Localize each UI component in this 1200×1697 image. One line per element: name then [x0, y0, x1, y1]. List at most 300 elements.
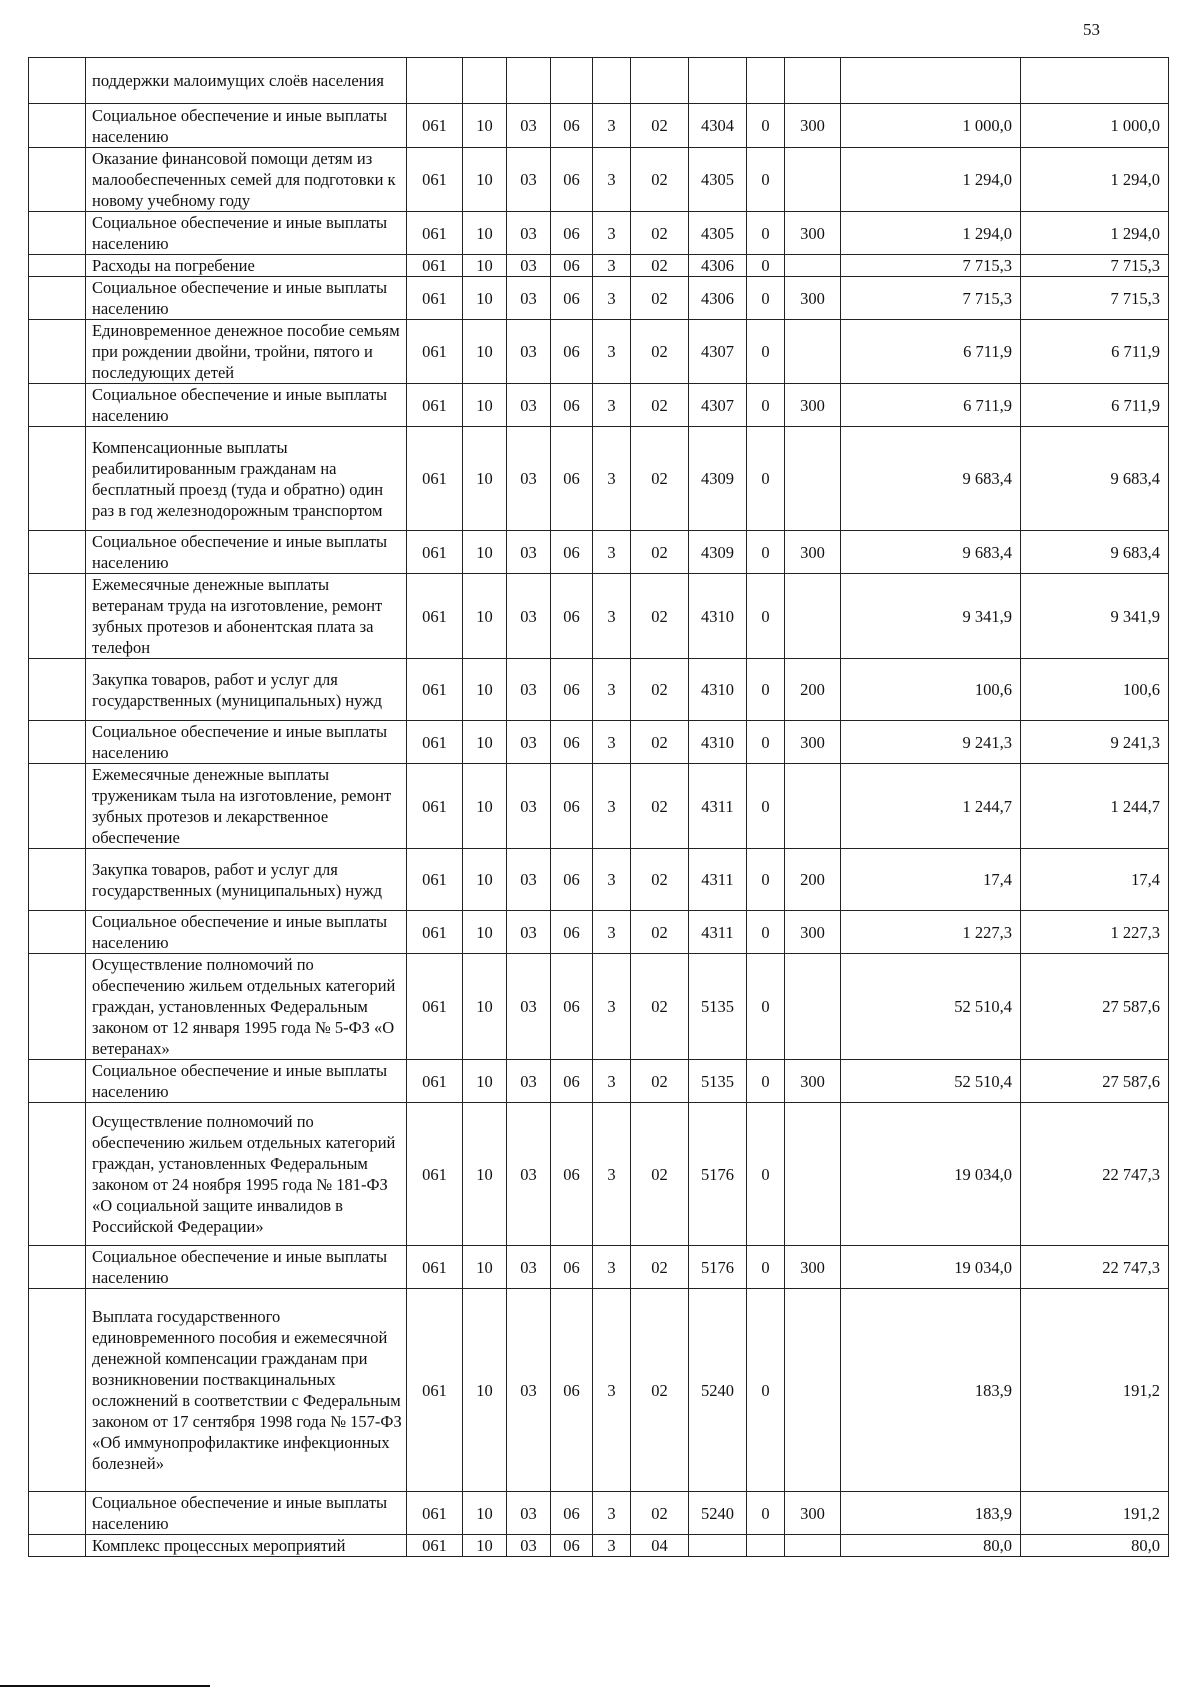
row-name-cell: Компенсационные выплаты реабилитированным гражданам на бесплатный проезд (туда и обратно) один раз в год железнодорожным транспортом: [86, 427, 407, 531]
blank-cell: [29, 1103, 86, 1246]
code-cell: 06: [551, 764, 593, 849]
blank-cell: [29, 1060, 86, 1103]
code-cell: 03: [507, 911, 551, 954]
code-cell: 0: [747, 531, 785, 574]
code-cell: 300: [785, 911, 841, 954]
amount-cell: 191,2: [1021, 1492, 1169, 1535]
row-name-cell: Закупка товаров, работ и услуг для государственных (муниципальных) нужд: [86, 659, 407, 721]
amount-cell: 9 683,4: [1021, 427, 1169, 531]
code-cell: 300: [785, 277, 841, 320]
amount-cell: 27 587,6: [1021, 1060, 1169, 1103]
amount-cell: 22 747,3: [1021, 1103, 1169, 1246]
amount-cell: 191,2: [1021, 1289, 1169, 1492]
code-cell: 02: [631, 104, 689, 148]
row-name-cell: Единовременное денежное пособие семьям при рождении двойни, тройни, пятого и последующих детей: [86, 320, 407, 384]
amount-cell: 9 683,4: [841, 531, 1021, 574]
code-cell: 06: [551, 574, 593, 659]
amount-cell: 27 587,6: [1021, 954, 1169, 1060]
table-body: [29, 58, 1169, 1557]
code-cell: 02: [631, 1103, 689, 1246]
code-cell: 06: [551, 1246, 593, 1289]
code-cell: [407, 58, 463, 104]
code-cell: 02: [631, 384, 689, 427]
amount-cell: 80,0: [841, 1535, 1021, 1557]
code-cell: [785, 764, 841, 849]
row-name-cell: Осуществление полномочий по обеспечению жильем отдельных категорий граждан, установленных Федеральным законом от 24 ноября 1995 года № 181-ФЗ «О социальной защите инвалидов в Российской Федерации»: [86, 1103, 407, 1246]
blank-cell: [29, 212, 86, 255]
blank-cell: [29, 277, 86, 320]
code-cell: [785, 954, 841, 1060]
code-cell: 0: [747, 764, 785, 849]
code-cell: 03: [507, 104, 551, 148]
code-cell: 0: [747, 911, 785, 954]
code-cell: 4306: [689, 277, 747, 320]
code-cell: [593, 58, 631, 104]
blank-cell: [29, 764, 86, 849]
code-cell: 3: [593, 954, 631, 1060]
code-cell: 10: [463, 1103, 507, 1246]
code-cell: 0: [747, 148, 785, 212]
amount-cell: 1 000,0: [1021, 104, 1169, 148]
amount-cell: 1 000,0: [841, 104, 1021, 148]
amount-cell: 7 715,3: [841, 255, 1021, 277]
code-cell: [507, 58, 551, 104]
code-cell: 06: [551, 954, 593, 1060]
blank-cell: [29, 58, 86, 104]
amount-cell: 17,4: [841, 849, 1021, 911]
code-cell: 02: [631, 212, 689, 255]
code-cell: 200: [785, 659, 841, 721]
code-cell: 03: [507, 954, 551, 1060]
code-cell: [785, 1103, 841, 1246]
code-cell: 0: [747, 849, 785, 911]
code-cell: 10: [463, 148, 507, 212]
table-row: [29, 659, 1169, 721]
code-cell: 03: [507, 721, 551, 764]
amount-cell: 1 227,3: [841, 911, 1021, 954]
table-row: [29, 721, 1169, 764]
amount-cell: 52 510,4: [841, 1060, 1021, 1103]
code-cell: 0: [747, 212, 785, 255]
amount-cell: 6 711,9: [841, 384, 1021, 427]
blank-cell: [29, 531, 86, 574]
code-cell: 0: [747, 427, 785, 531]
table-row: [29, 277, 1169, 320]
amount-cell: 9 683,4: [841, 427, 1021, 531]
code-cell: 02: [631, 531, 689, 574]
code-cell: 3: [593, 384, 631, 427]
code-cell: [785, 574, 841, 659]
code-cell: 3: [593, 1492, 631, 1535]
code-cell: 3: [593, 277, 631, 320]
code-cell: 0: [747, 320, 785, 384]
code-cell: 02: [631, 849, 689, 911]
code-cell: 02: [631, 427, 689, 531]
code-cell: [785, 148, 841, 212]
row-name-cell: Социальное обеспечение и иные выплаты населению: [86, 531, 407, 574]
code-cell: 06: [551, 1535, 593, 1557]
amount-cell: 183,9: [841, 1492, 1021, 1535]
code-cell: 3: [593, 911, 631, 954]
blank-cell: [29, 954, 86, 1060]
amount-cell: 80,0: [1021, 1535, 1169, 1557]
amount-cell: 19 034,0: [841, 1246, 1021, 1289]
table-row: [29, 1535, 1169, 1557]
code-cell: 4310: [689, 659, 747, 721]
code-cell: 02: [631, 1060, 689, 1103]
code-cell: 4307: [689, 384, 747, 427]
code-cell: 4309: [689, 531, 747, 574]
code-cell: 0: [747, 659, 785, 721]
code-cell: 02: [631, 659, 689, 721]
amount-cell: [841, 58, 1021, 104]
table-row: [29, 1492, 1169, 1535]
table-row: [29, 911, 1169, 954]
row-name-cell: Ежемесячные денежные выплаты ветеранам труда на изготовление, ремонт зубных протезов и абонентская плата за телефон: [86, 574, 407, 659]
code-cell: 03: [507, 1535, 551, 1557]
code-cell: 061: [407, 764, 463, 849]
code-cell: 0: [747, 104, 785, 148]
amount-cell: 1 244,7: [841, 764, 1021, 849]
code-cell: 03: [507, 1492, 551, 1535]
code-cell: 0: [747, 954, 785, 1060]
code-cell: 0: [747, 721, 785, 764]
code-cell: 02: [631, 721, 689, 764]
code-cell: 10: [463, 255, 507, 277]
code-cell: 06: [551, 531, 593, 574]
blank-cell: [29, 104, 86, 148]
budget-table: [28, 57, 1169, 1557]
code-cell: [785, 58, 841, 104]
code-cell: [463, 58, 507, 104]
code-cell: 04: [631, 1535, 689, 1557]
code-cell: 5176: [689, 1103, 747, 1246]
code-cell: 4306: [689, 255, 747, 277]
page-number: 53: [1083, 20, 1100, 39]
blank-cell: [29, 1289, 86, 1492]
amount-cell: 1 244,7: [1021, 764, 1169, 849]
code-cell: [785, 427, 841, 531]
code-cell: 06: [551, 255, 593, 277]
code-cell: 10: [463, 849, 507, 911]
code-cell: 0: [747, 384, 785, 427]
code-cell: 06: [551, 277, 593, 320]
code-cell: [785, 1535, 841, 1557]
code-cell: 06: [551, 911, 593, 954]
amount-cell: 100,6: [841, 659, 1021, 721]
row-name-cell: Социальное обеспечение и иные выплаты населению: [86, 911, 407, 954]
row-name-cell: Социальное обеспечение и иные выплаты населению: [86, 104, 407, 148]
code-cell: 06: [551, 427, 593, 531]
row-name-cell: Ежемесячные денежные выплаты труженикам тыла на изготовление, ремонт зубных протезов и лекарственное обеспечение: [86, 764, 407, 849]
code-cell: 10: [463, 384, 507, 427]
code-cell: 061: [407, 427, 463, 531]
code-cell: 4304: [689, 104, 747, 148]
code-cell: 03: [507, 574, 551, 659]
code-cell: 3: [593, 574, 631, 659]
code-cell: 03: [507, 277, 551, 320]
amount-cell: 9 341,9: [1021, 574, 1169, 659]
amount-cell: 19 034,0: [841, 1103, 1021, 1246]
code-cell: 061: [407, 659, 463, 721]
table-row: [29, 320, 1169, 384]
row-name-cell: Социальное обеспечение и иные выплаты населению: [86, 212, 407, 255]
code-cell: 061: [407, 531, 463, 574]
code-cell: 3: [593, 212, 631, 255]
table-row: [29, 1289, 1169, 1492]
code-cell: 02: [631, 255, 689, 277]
code-cell: [785, 1289, 841, 1492]
amount-cell: 6 711,9: [841, 320, 1021, 384]
code-cell: 061: [407, 320, 463, 384]
amount-cell: 22 747,3: [1021, 1246, 1169, 1289]
code-cell: 10: [463, 320, 507, 384]
code-cell: 0: [747, 1060, 785, 1103]
code-cell: 10: [463, 659, 507, 721]
amount-cell: 9 683,4: [1021, 531, 1169, 574]
amount-cell: 7 715,3: [841, 277, 1021, 320]
code-cell: 06: [551, 212, 593, 255]
amount-cell: 7 715,3: [1021, 255, 1169, 277]
bottom-rule: [0, 1685, 210, 1687]
code-cell: 03: [507, 427, 551, 531]
amount-cell: [1021, 58, 1169, 104]
code-cell: 061: [407, 1246, 463, 1289]
code-cell: 061: [407, 954, 463, 1060]
code-cell: 02: [631, 954, 689, 1060]
code-cell: [631, 58, 689, 104]
code-cell: 03: [507, 1289, 551, 1492]
code-cell: 0: [747, 1289, 785, 1492]
code-cell: 300: [785, 1060, 841, 1103]
code-cell: 061: [407, 255, 463, 277]
code-cell: 02: [631, 148, 689, 212]
code-cell: 3: [593, 1289, 631, 1492]
amount-cell: 1 294,0: [1021, 212, 1169, 255]
table-row: [29, 255, 1169, 277]
code-cell: 4309: [689, 427, 747, 531]
blank-cell: [29, 148, 86, 212]
code-cell: 061: [407, 277, 463, 320]
code-cell: 06: [551, 659, 593, 721]
code-cell: 10: [463, 911, 507, 954]
code-cell: 3: [593, 1535, 631, 1557]
code-cell: 06: [551, 1289, 593, 1492]
table-row: [29, 384, 1169, 427]
code-cell: 10: [463, 531, 507, 574]
code-cell: 02: [631, 1492, 689, 1535]
amount-cell: 17,4: [1021, 849, 1169, 911]
code-cell: [689, 58, 747, 104]
row-name-cell: Осуществление полномочий по обеспечению жильем отдельных категорий граждан, установленных Федеральным законом от 12 января 1995 года № 5-ФЗ «О ветеранах»: [86, 954, 407, 1060]
code-cell: 10: [463, 954, 507, 1060]
table-row: [29, 427, 1169, 531]
code-cell: 06: [551, 148, 593, 212]
code-cell: [747, 58, 785, 104]
code-cell: 4305: [689, 148, 747, 212]
code-cell: [785, 320, 841, 384]
table-row: [29, 764, 1169, 849]
code-cell: 4311: [689, 764, 747, 849]
code-cell: 061: [407, 104, 463, 148]
amount-cell: 9 341,9: [841, 574, 1021, 659]
code-cell: 02: [631, 320, 689, 384]
code-cell: 4305: [689, 212, 747, 255]
code-cell: 03: [507, 1103, 551, 1246]
code-cell: 300: [785, 1492, 841, 1535]
blank-cell: [29, 320, 86, 384]
code-cell: 4310: [689, 721, 747, 764]
row-name-cell: поддержки малоимущих слоёв населения: [86, 58, 407, 104]
code-cell: 061: [407, 721, 463, 764]
code-cell: 06: [551, 1060, 593, 1103]
row-name-cell: Комплекс процессных мероприятий: [86, 1535, 407, 1557]
code-cell: 06: [551, 721, 593, 764]
table-row: [29, 104, 1169, 148]
code-cell: 02: [631, 764, 689, 849]
blank-cell: [29, 1492, 86, 1535]
code-cell: 10: [463, 764, 507, 849]
code-cell: 061: [407, 1103, 463, 1246]
code-cell: 300: [785, 212, 841, 255]
code-cell: 3: [593, 255, 631, 277]
code-cell: 5240: [689, 1289, 747, 1492]
row-name-cell: Социальное обеспечение и иные выплаты населению: [86, 1492, 407, 1535]
code-cell: 10: [463, 277, 507, 320]
code-cell: 0: [747, 574, 785, 659]
blank-cell: [29, 659, 86, 721]
table-row: [29, 1060, 1169, 1103]
amount-cell: 1 294,0: [841, 148, 1021, 212]
code-cell: 03: [507, 212, 551, 255]
code-cell: 300: [785, 721, 841, 764]
code-cell: 3: [593, 531, 631, 574]
row-name-cell: Социальное обеспечение и иные выплаты населению: [86, 384, 407, 427]
code-cell: 03: [507, 148, 551, 212]
table-row: [29, 1103, 1169, 1246]
code-cell: 10: [463, 721, 507, 764]
table-row: [29, 849, 1169, 911]
blank-cell: [29, 1535, 86, 1557]
table-row: [29, 58, 1169, 104]
blank-cell: [29, 255, 86, 277]
code-cell: 4310: [689, 574, 747, 659]
code-cell: 0: [747, 1103, 785, 1246]
code-cell: 03: [507, 849, 551, 911]
code-cell: 061: [407, 212, 463, 255]
code-cell: 03: [507, 1246, 551, 1289]
table-row: [29, 531, 1169, 574]
code-cell: 3: [593, 427, 631, 531]
code-cell: 5135: [689, 1060, 747, 1103]
code-cell: 10: [463, 1289, 507, 1492]
code-cell: 06: [551, 104, 593, 148]
amount-cell: 183,9: [841, 1289, 1021, 1492]
amount-cell: 1 294,0: [1021, 148, 1169, 212]
code-cell: 10: [463, 427, 507, 531]
code-cell: 03: [507, 255, 551, 277]
code-cell: 061: [407, 1535, 463, 1557]
code-cell: 10: [463, 574, 507, 659]
row-name-cell: Социальное обеспечение и иные выплаты населению: [86, 277, 407, 320]
blank-cell: [29, 849, 86, 911]
amount-cell: 52 510,4: [841, 954, 1021, 1060]
code-cell: 06: [551, 1492, 593, 1535]
amount-cell: 1 294,0: [841, 212, 1021, 255]
blank-cell: [29, 721, 86, 764]
code-cell: 200: [785, 849, 841, 911]
code-cell: 0: [747, 1492, 785, 1535]
blank-cell: [29, 1246, 86, 1289]
code-cell: 06: [551, 849, 593, 911]
code-cell: 3: [593, 849, 631, 911]
code-cell: 10: [463, 1492, 507, 1535]
row-name-cell: Социальное обеспечение и иные выплаты населению: [86, 1246, 407, 1289]
code-cell: [747, 1535, 785, 1557]
code-cell: 06: [551, 384, 593, 427]
code-cell: 10: [463, 1535, 507, 1557]
code-cell: 4311: [689, 911, 747, 954]
code-cell: 03: [507, 531, 551, 574]
table-row: [29, 212, 1169, 255]
code-cell: 06: [551, 1103, 593, 1246]
code-cell: 02: [631, 574, 689, 659]
code-cell: 0: [747, 255, 785, 277]
code-cell: 061: [407, 1060, 463, 1103]
code-cell: 02: [631, 277, 689, 320]
code-cell: 03: [507, 1060, 551, 1103]
code-cell: 0: [747, 1246, 785, 1289]
code-cell: 03: [507, 764, 551, 849]
code-cell: 02: [631, 911, 689, 954]
code-cell: 10: [463, 212, 507, 255]
amount-cell: 6 711,9: [1021, 384, 1169, 427]
code-cell: 300: [785, 104, 841, 148]
code-cell: 10: [463, 104, 507, 148]
code-cell: 3: [593, 764, 631, 849]
code-cell: 10: [463, 1060, 507, 1103]
code-cell: 3: [593, 148, 631, 212]
amount-cell: 6 711,9: [1021, 320, 1169, 384]
amount-cell: 1 227,3: [1021, 911, 1169, 954]
table-row: [29, 1246, 1169, 1289]
row-name-cell: Закупка товаров, работ и услуг для государственных (муниципальных) нужд: [86, 849, 407, 911]
code-cell: 02: [631, 1289, 689, 1492]
code-cell: 4311: [689, 849, 747, 911]
table-row: [29, 148, 1169, 212]
code-cell: [785, 255, 841, 277]
code-cell: 300: [785, 384, 841, 427]
code-cell: 061: [407, 574, 463, 659]
row-name-cell: Расходы на погребение: [86, 255, 407, 277]
code-cell: 300: [785, 1246, 841, 1289]
code-cell: 061: [407, 1289, 463, 1492]
blank-cell: [29, 574, 86, 659]
code-cell: 061: [407, 148, 463, 212]
code-cell: 5240: [689, 1492, 747, 1535]
code-cell: 03: [507, 384, 551, 427]
amount-cell: 7 715,3: [1021, 277, 1169, 320]
code-cell: 3: [593, 320, 631, 384]
blank-cell: [29, 911, 86, 954]
code-cell: 06: [551, 320, 593, 384]
row-name-cell: Выплата государственного единовременного пособия и ежемесячной денежной компенсации гражданам при возникновении поствакцинальных осложнений в соответствии с Федеральным законом от 17 сентября 1998 года № 157-ФЗ «Об иммунопрофилактике инфекционных болезней»: [86, 1289, 407, 1492]
code-cell: 061: [407, 911, 463, 954]
code-cell: 0: [747, 277, 785, 320]
amount-cell: 100,6: [1021, 659, 1169, 721]
row-name-cell: Социальное обеспечение и иные выплаты населению: [86, 721, 407, 764]
table-row: [29, 574, 1169, 659]
